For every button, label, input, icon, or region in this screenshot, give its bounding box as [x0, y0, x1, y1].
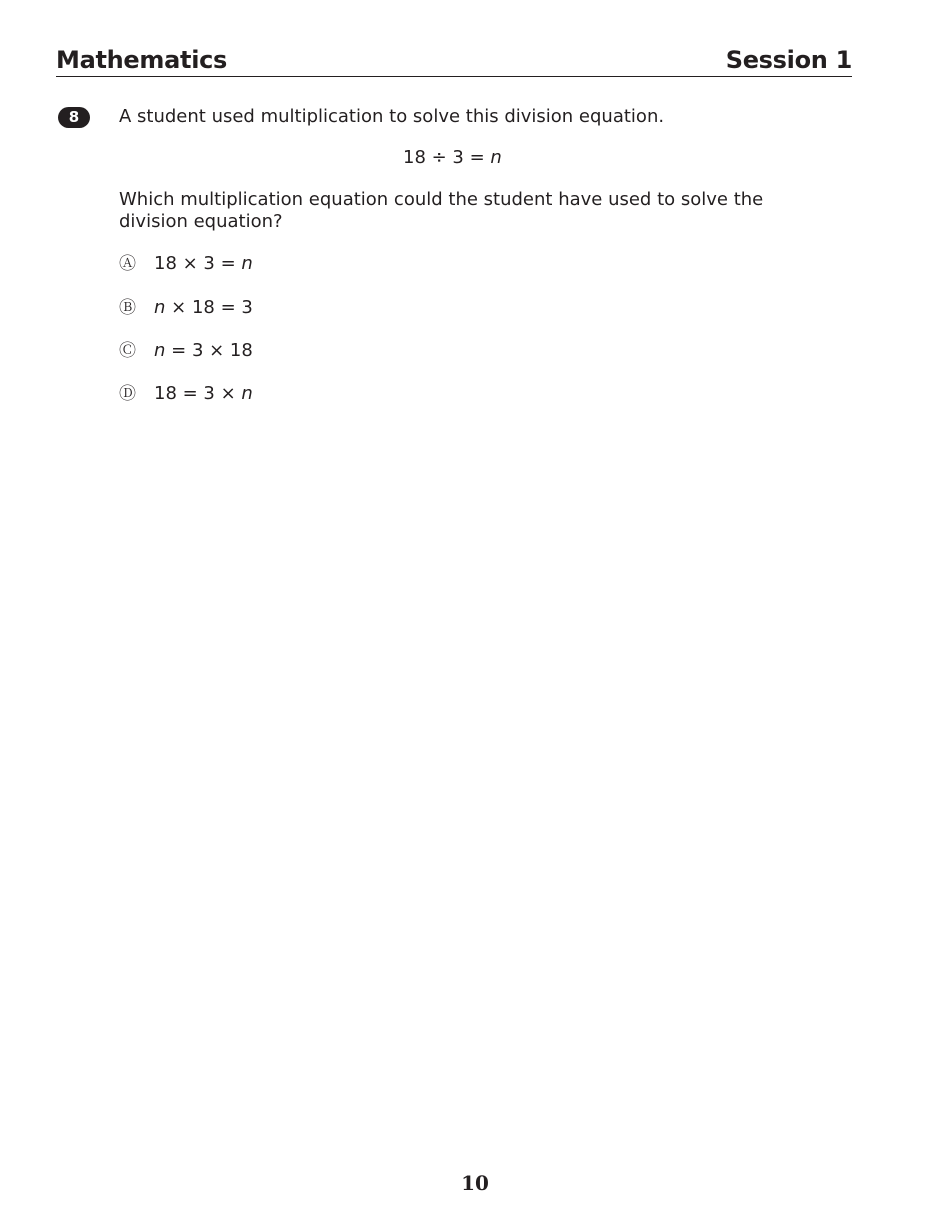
answer-choice-a[interactable]	[119, 252, 253, 276]
answer-choice-d[interactable]	[119, 382, 253, 406]
choice-c-variable: n	[154, 340, 166, 361]
choice-d-pre: 18 = 3 ×	[154, 383, 242, 404]
choice-a-text	[154, 252, 253, 276]
equation-variable: n	[490, 147, 502, 168]
choice-c-post: = 3 × 18	[165, 340, 253, 361]
choice-b-text	[154, 296, 253, 320]
session-label: Session 1	[725, 46, 852, 74]
choice-b-variable: n	[154, 297, 166, 318]
choice-b-post: × 18 = 3	[165, 297, 253, 318]
choice-c-bubble-icon[interactable]: Ⓒ	[119, 341, 136, 361]
question-number-badge: 8	[58, 107, 90, 128]
question-prompt: Which multiplication equation could the student have used to solve the division equation?	[119, 189, 764, 232]
choice-c-text	[154, 339, 253, 363]
equation-text: 18 ÷ 3 =	[403, 147, 491, 168]
choice-a-bubble-icon[interactable]: Ⓐ	[119, 254, 136, 274]
choice-b-bubble-icon[interactable]: Ⓑ	[119, 298, 136, 318]
choice-d-bubble-icon[interactable]: Ⓓ	[119, 384, 136, 404]
question-stem: A student used multiplication to solve this division equation.	[119, 106, 665, 127]
page-number: 10	[461, 1171, 489, 1195]
answer-choice-b[interactable]	[119, 296, 253, 320]
answer-choice-c[interactable]	[119, 339, 253, 363]
page-header	[56, 44, 852, 77]
choice-d-text	[154, 382, 253, 406]
choice-a-variable: n	[241, 253, 253, 274]
subject-title: Mathematics	[56, 46, 228, 74]
choice-a-pre: 18 × 3 =	[154, 253, 242, 274]
division-equation	[403, 147, 502, 169]
choice-d-variable: n	[241, 383, 253, 404]
